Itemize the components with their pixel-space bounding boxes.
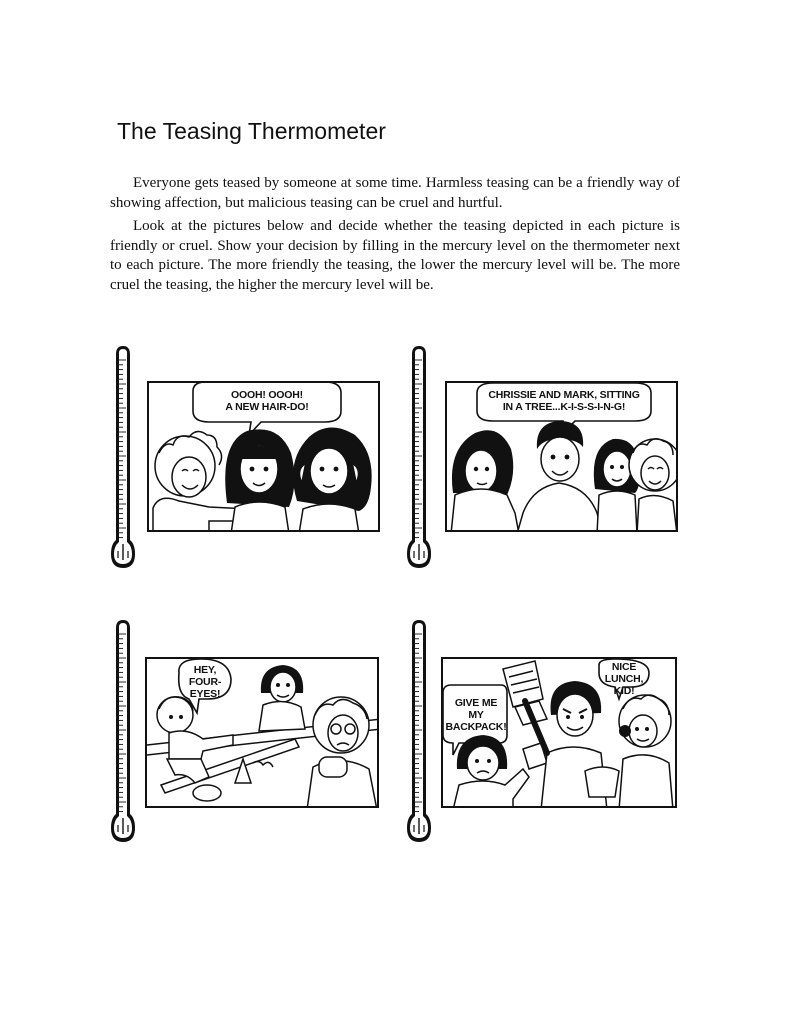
speech-bubble-left bbox=[445, 697, 507, 733]
speech-line: BACKPACK! bbox=[445, 721, 507, 733]
page-title: The Teasing Thermometer bbox=[117, 118, 386, 144]
speech-line: FOUR-EYES! bbox=[188, 676, 222, 700]
intro-paragraph: Everyone gets teased by someone at some time. Harmless teasing can be a friendly way of showing affection, but malicious teasing can be cruel and hurtful. bbox=[110, 175, 680, 211]
speech-line: A NEW HAIR-DO! bbox=[225, 401, 309, 413]
speech-bubble-right bbox=[595, 661, 653, 697]
speech-line: MY bbox=[468, 709, 484, 721]
speech-bubble bbox=[481, 389, 647, 413]
speech-line: HEY, bbox=[193, 664, 217, 676]
thermometer-2[interactable] bbox=[404, 344, 434, 572]
speech-line: GIVE ME bbox=[454, 697, 498, 709]
comic-panel-four-eyes bbox=[145, 657, 379, 808]
thermometer-1[interactable] bbox=[108, 344, 138, 572]
speech-line: LUNCH, KID! bbox=[604, 673, 644, 697]
speech-line: OOOH! OOOH! bbox=[231, 389, 303, 401]
speech-bubble bbox=[199, 389, 335, 413]
speech-line: IN A TREE...K-I-S-S-I-N-G! bbox=[502, 401, 626, 413]
thermometer-3[interactable] bbox=[108, 618, 138, 846]
speech-line: NICE bbox=[611, 661, 637, 673]
comic-panel-new-hairdo bbox=[147, 381, 380, 532]
speech-line: CHRISSIE AND MARK, SITTING bbox=[488, 389, 640, 401]
comic-panel-backpack bbox=[441, 657, 677, 808]
thermometer-4[interactable] bbox=[404, 618, 434, 846]
speech-bubble bbox=[177, 664, 233, 700]
instructions-paragraph: Look at the pictures below and decide whether the teasing depicted in each picture is friendly or cruel. Show your decision by filling in the mercury level on the thermometer next to each picture. The more friendly the teasing, the lower the mercury level will be. The more cruel the teasing, the higher the mercury level will be. bbox=[110, 218, 680, 293]
comic-panel-sitting-in-a-tree bbox=[445, 381, 678, 532]
